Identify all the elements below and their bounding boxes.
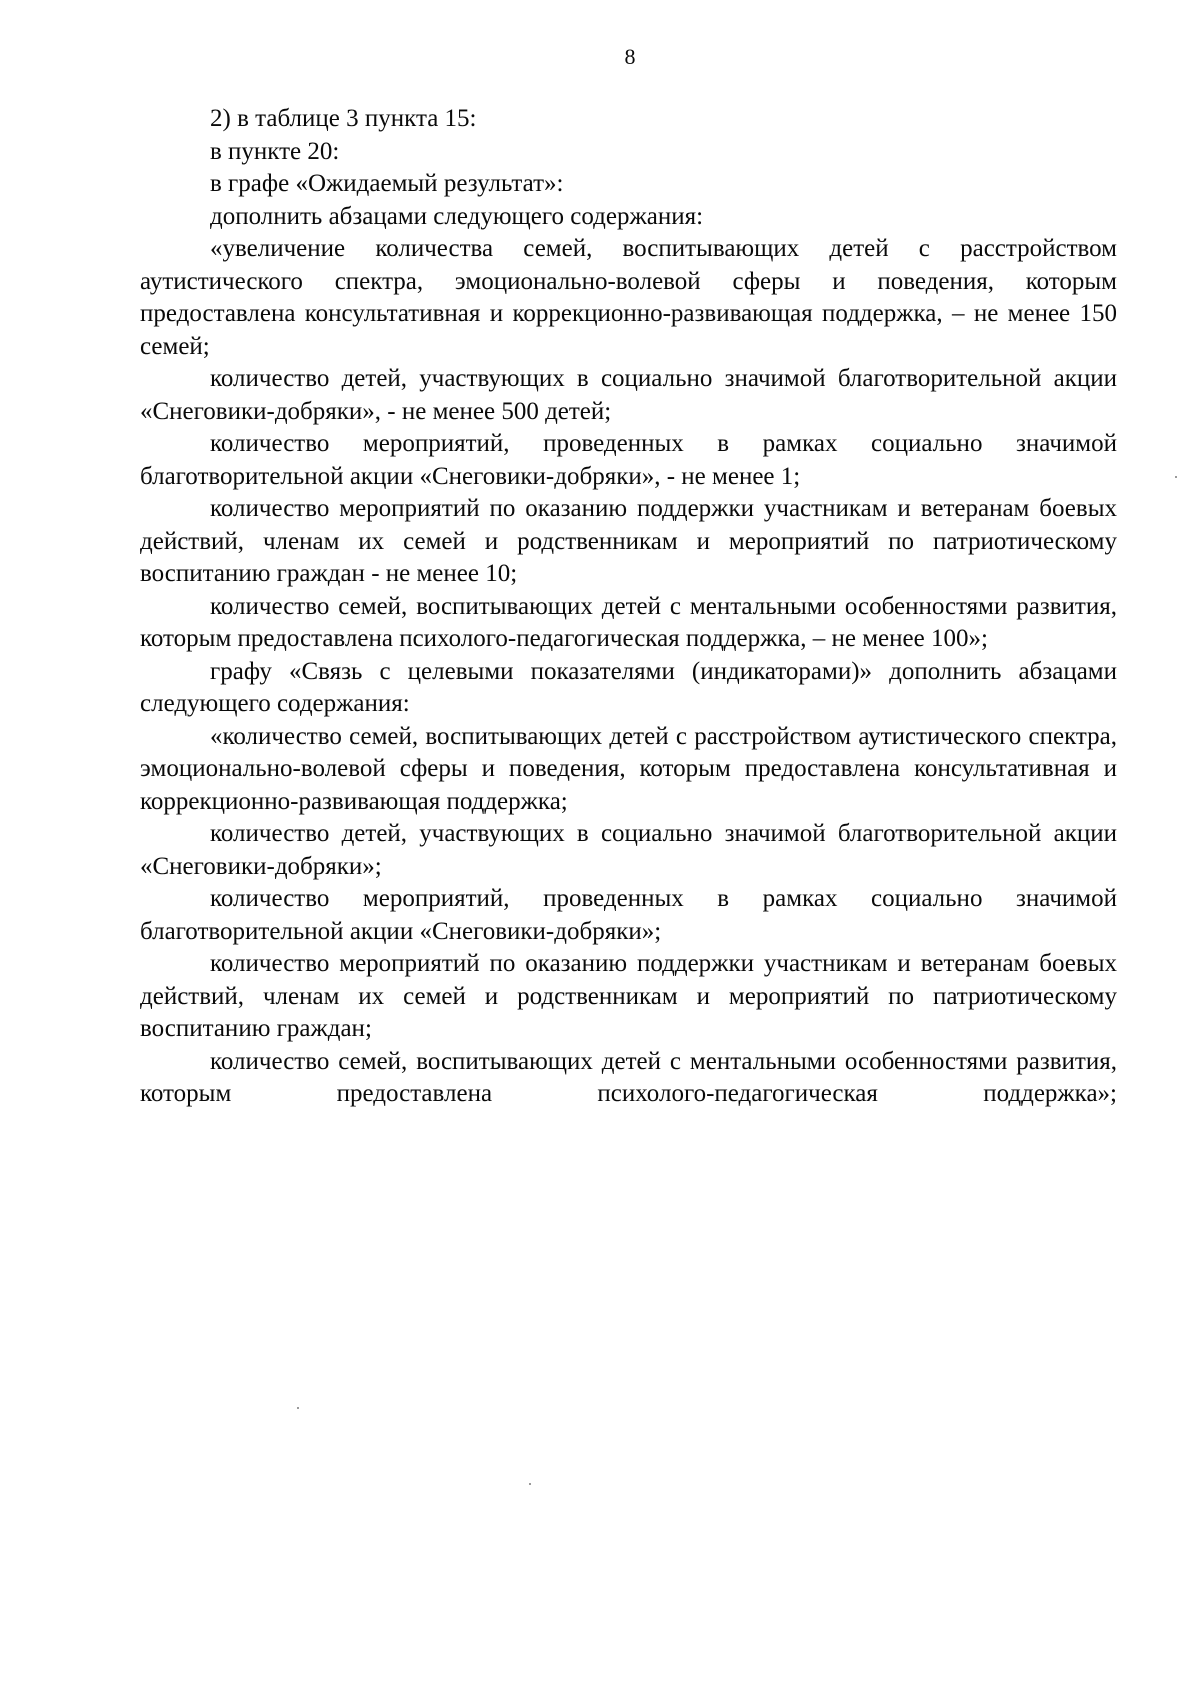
document-body — [140, 103, 1117, 1111]
paragraph-result-families-mental: количество семей, воспитывающих детей с ментальными особенностями развития, которым предоставлена психолого-педагогическая поддержка, – не менее 100»; — [140, 592, 1117, 652]
scan-speck — [529, 1483, 531, 1485]
paragraph-result-families-autism: «увеличение количества семей, воспитывающих детей с расстройством аутистического спектра, эмоционально-волевой сферы и поведения, которым предоставлена консультативная и коррекционно-развивающая поддержка, – не менее 150 семей; — [140, 235, 1117, 360]
paragraph-indicator-families-autism: «количество семей, воспитывающих детей с расстройством аутистического спектра, эмоционально-волевой сферы и поведения, которым предоставлена консультативная и коррекционно-развивающая поддержка; — [140, 722, 1117, 815]
paragraph-table-reference: 2) в таблице 3 пункта 15: — [210, 105, 477, 132]
page-number: 8 — [624, 44, 636, 69]
paragraph-result-children-action: количество детей, участвующих в социально значимой благотворительной акции «Снеговики-добряки», - не менее 500 детей; — [140, 365, 1117, 425]
paragraph-item-reference: в пункте 20: — [210, 137, 340, 165]
paragraph-column-reference: в графе «Ожидаемый результат»: — [210, 170, 564, 197]
paragraph-indicator-veterans-support: количество мероприятий по оказанию поддержки участникам и ветеранам боевых действий, членам их семей и родственникам и мероприятий по патриотическому воспитанию граждан; — [140, 950, 1117, 1042]
paragraph-indicator-children-action: количество детей, участвующих в социально значимой благотворительной акции «Снеговики-добряки»; — [140, 820, 1117, 880]
paragraph-indicator-families-mental: количество семей, воспитывающих детей с ментальными особенностями развития, которым предоставлена психолого-педагогическая поддержка»; — [140, 1047, 1117, 1107]
scan-speck — [1175, 476, 1177, 478]
paragraph-indicators-instruction: графу «Связь с целевыми показателями (индикаторами)» дополнить абзацами следующего содержания: — [140, 657, 1117, 717]
scan-speck — [297, 1407, 299, 1409]
paragraph-instruction: дополнить абзацами следующего содержания: — [210, 202, 704, 230]
paragraph-result-veterans-support: количество мероприятий по оказанию поддержки участникам и ветеранам боевых действий, членам их семей и родственникам и мероприятий по патриотическому воспитанию граждан - не менее 10; — [140, 495, 1117, 587]
paragraph-indicator-events-action: количество мероприятий, проведенных в рамках социально значимой благотворительной акции «Снеговики-добряки»; — [140, 885, 1117, 945]
paragraph-result-events-action: количество мероприятий, проведенных в рамках социально значимой благотворительной акции «Снеговики-добряки», - не менее 1; — [140, 430, 1117, 490]
